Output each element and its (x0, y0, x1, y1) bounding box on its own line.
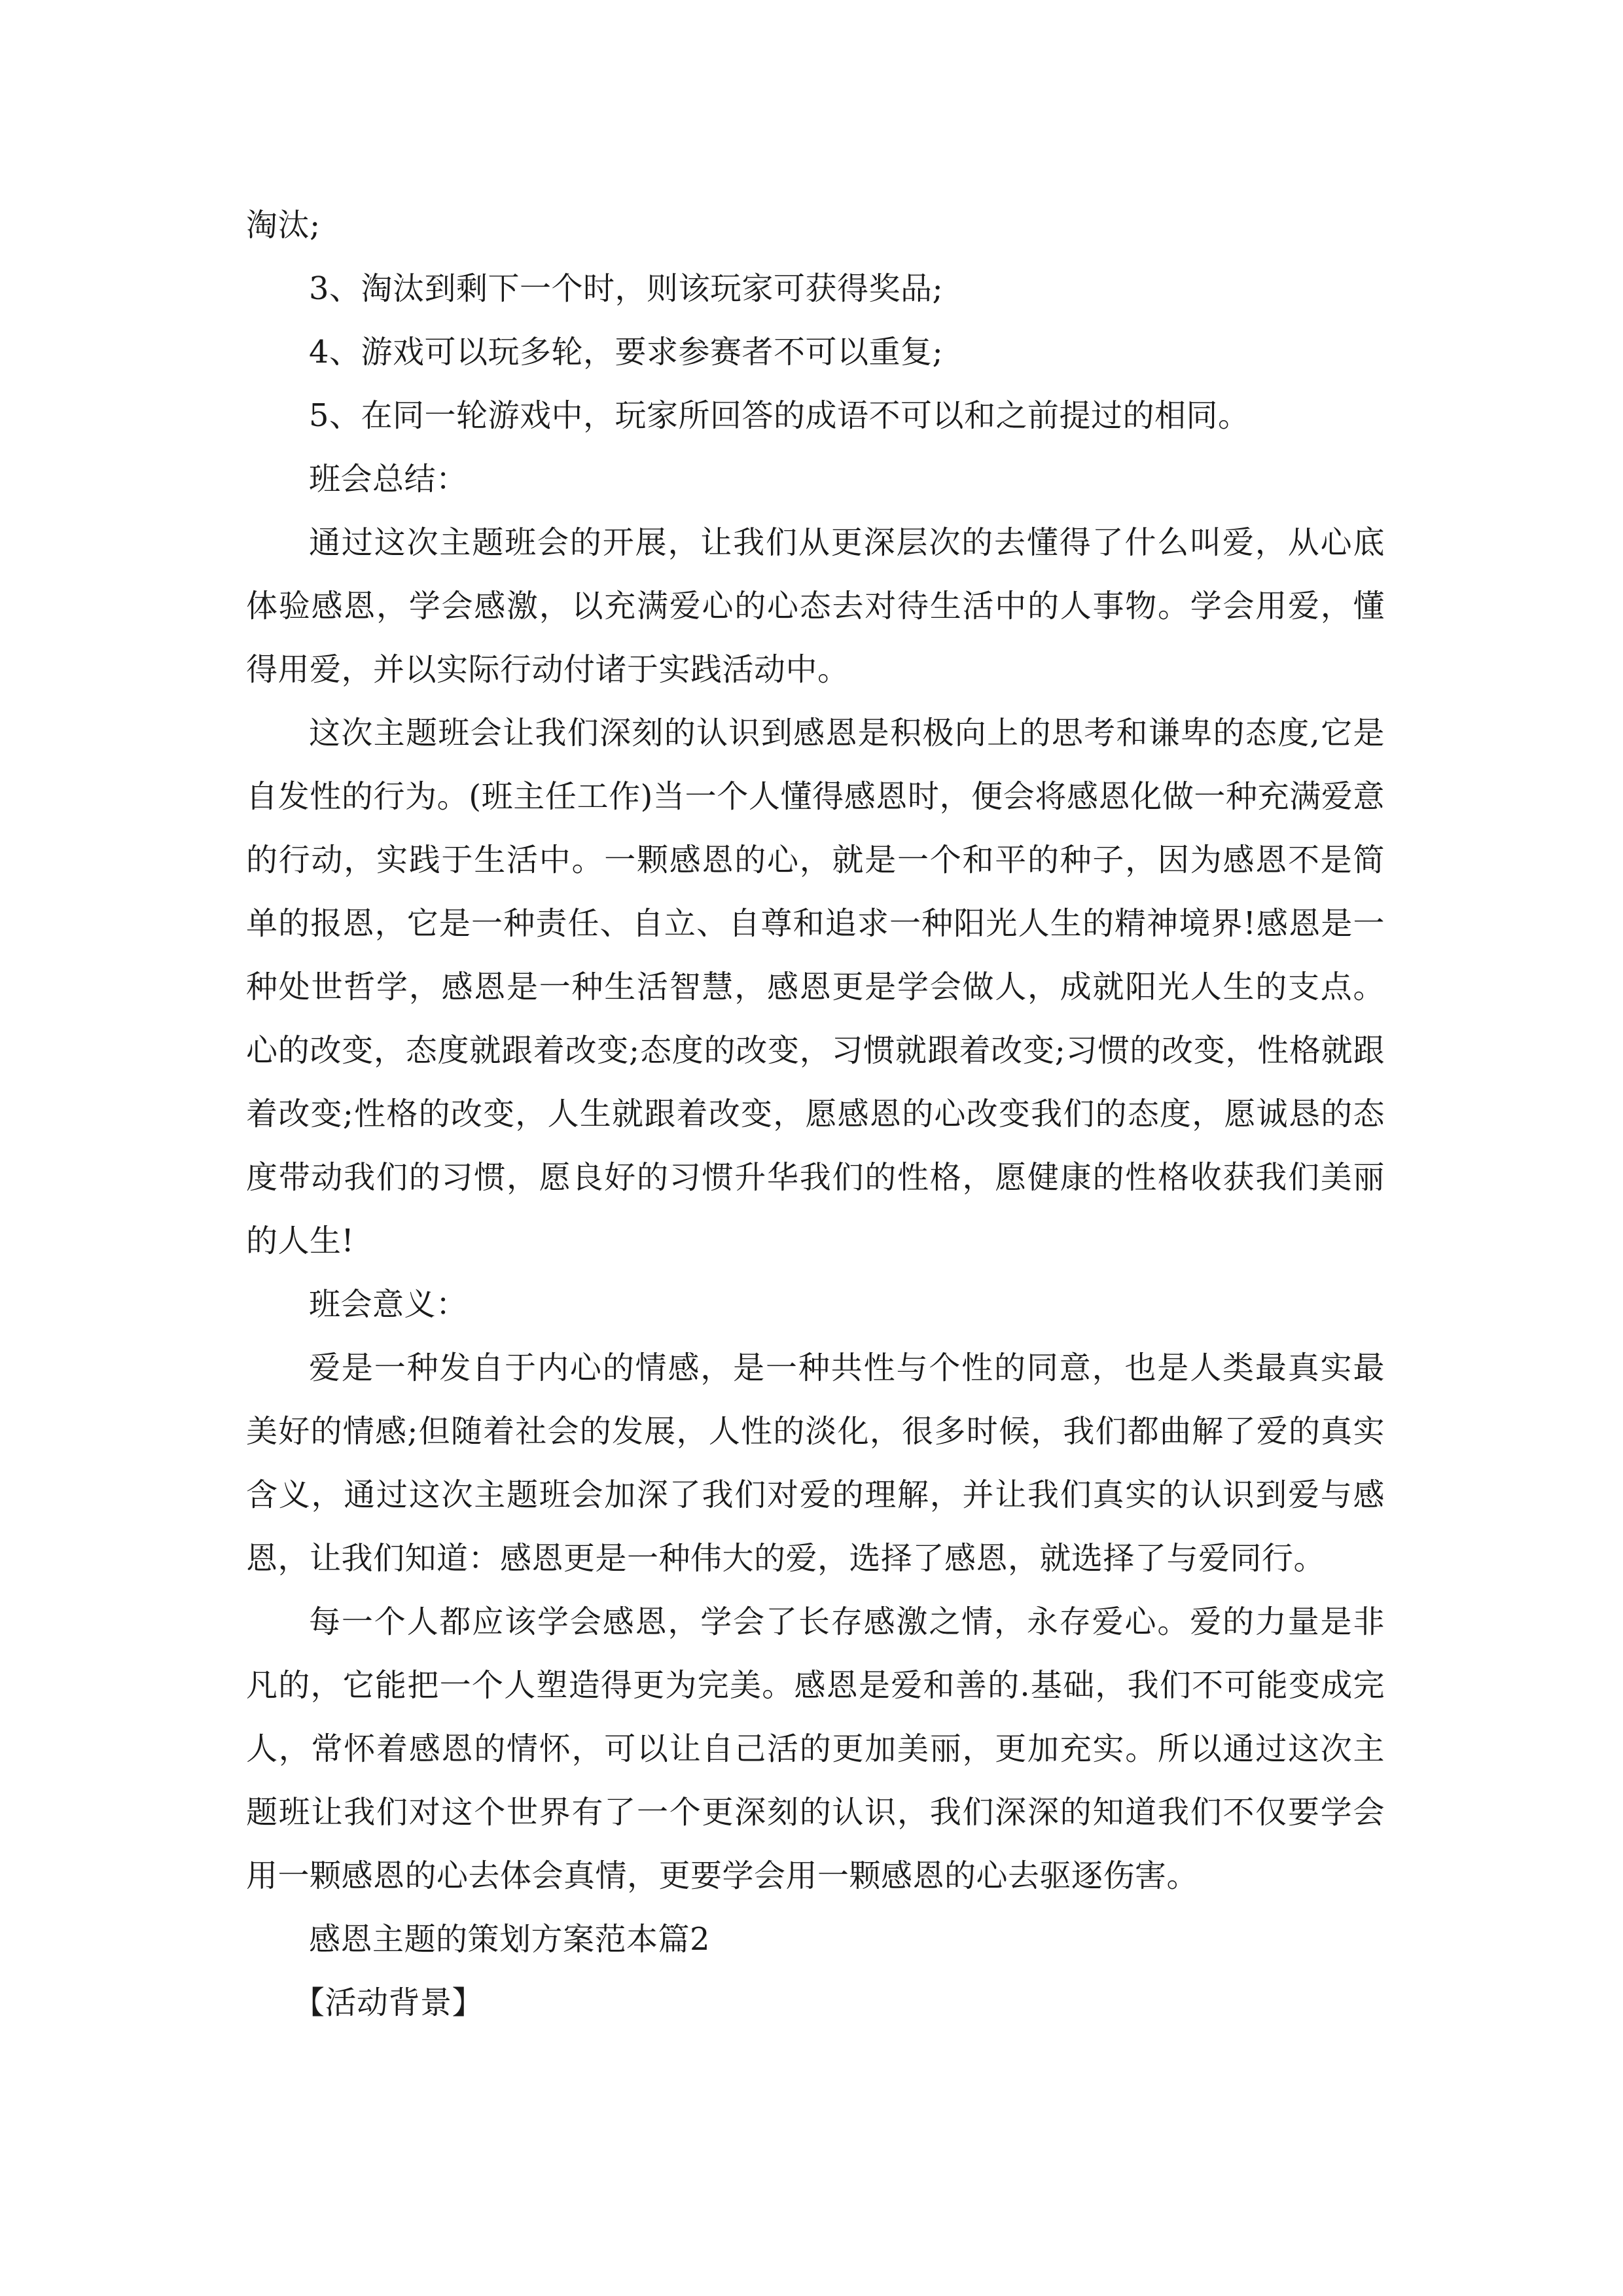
heading-class-meaning: 班会意义： (309, 1286, 468, 1323)
paragraph-meaning-2: 每一个人都应该学会感恩，学会了长存感激之情，永存爱心。爱的力量是非凡的，它能把一个人塑造得更为完美。感恩是爱和善的.基础，我们不可能变成完人，常怀着感恩的情怀，可以让自己活的更加美丽，更加充实。所以通过这次主题班让我们对这个世界有了一个更深刻的认识，我们深深的知道我们不仅要学会用一颗感恩的心去体会真情，更要学会用一颗感恩的心去驱逐伤害。 (246, 1604, 1385, 1894)
paragraph-summary-1: 通过这次主题班会的开展，让我们从更深层次的去懂得了什么叫爱，从心底体验感恩，学会感激，以充满爱心的心态去对待生活中的人事物。学会用爱，懂得用爱，并以实际行动付诸于实践活动中。 (246, 524, 1385, 688)
heading-class-summary: 班会总结： (309, 461, 468, 497)
heading-activity-background: 【活动背景】 (293, 1984, 484, 2021)
paragraph-summary-2: 这次主题班会让我们深刻的认识到感恩是积极向上的思考和谦卑的态度,它是自发性的行为。(班主任工作)当一个人懂得感恩时，便会将感恩化做一种充满爱意的行动，实践于生活中。一颗感恩的心，就是一个和平的种子，因为感恩不是简单的报恩，它是一种责任、自立、自尊和追求一种阳光人生的精神境界!感恩是一种处世哲学，感恩是一种生活智慧，感恩更是学会做人，成就阳光人生的支点。心的改变，态度就跟着改变;态度的改变，习惯就跟着改变;习惯的改变，性格就跟着改变;性格的改变，人生就跟着改变，愿感恩的心改变我们的态度，愿诚恳的态度带动我们的习惯，愿良好的习惯升华我们的性格，愿健康的性格收获我们美丽的人生! (246, 715, 1385, 1259)
paragraph-meaning-1: 爱是一种发自于内心的情感，是一种共性与个性的同意，也是人类最真实最美好的情感;但随着社会的发展，人性的淡化，很多时候，我们都曲解了爱的真实含义，通过这次主题班会加深了我们对爱的理解，并让我们真实的认识到爱与感恩，让我们知道：感恩更是一种伟大的爱，选择了感恩，就选择了与爱同行。 (246, 1350, 1385, 1577)
rule-item-4: 4、游戏可以玩多轮，要求参赛者不可以重复; (309, 334, 944, 370)
document-body (246, 194, 1385, 2035)
rule-item-5: 5、在同一轮游戏中，玩家所回答的成语不可以和之前提过的相同。 (309, 397, 1250, 434)
paragraph-elimination-continued: 淘汰; (246, 207, 321, 243)
heading-plan-part-2: 感恩主题的策划方案范本篇2 (309, 1921, 711, 1958)
rule-item-3: 3、淘汰到剩下一个时，则该玩家可获得奖品; (309, 270, 944, 307)
